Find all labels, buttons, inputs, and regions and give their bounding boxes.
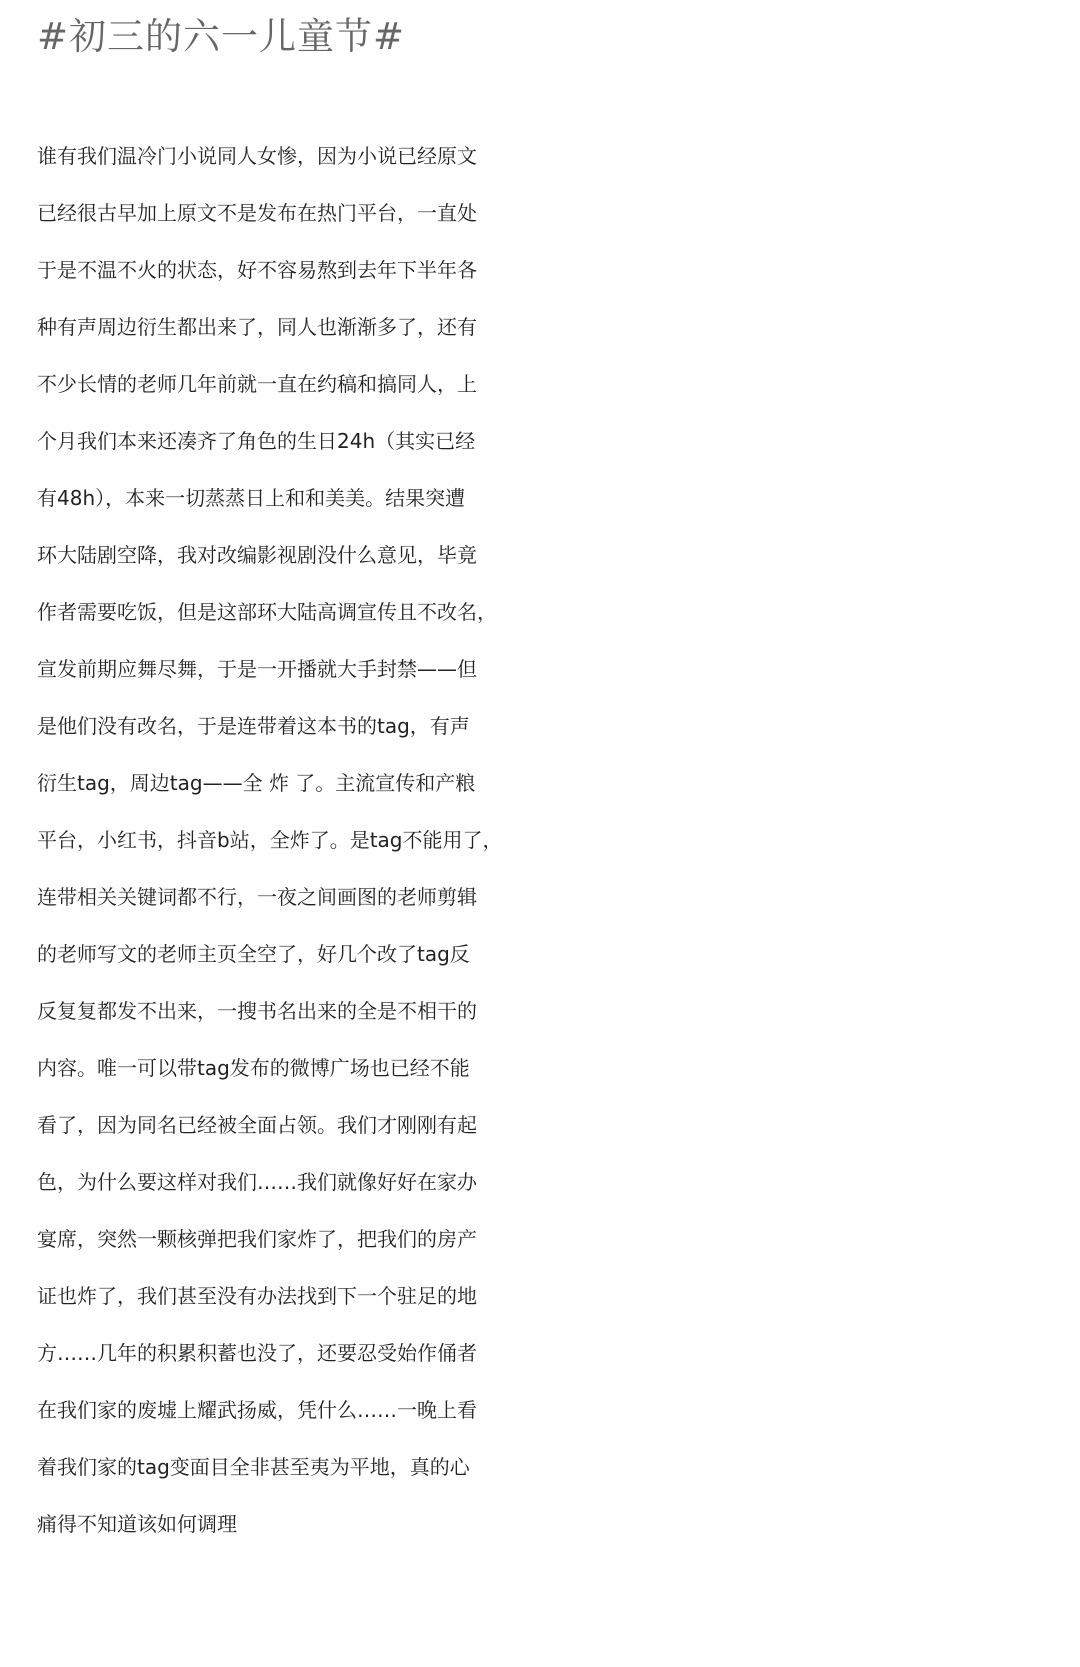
post-text-line: 于是不温不火的状态，好不容易熬到去年下半年各 <box>37 258 477 282</box>
topic-hashtag[interactable]: #初三的六一儿童节# <box>37 15 406 58</box>
post-text-line: 方……几年的积累积蓄也没了，还要忍受始作俑者 <box>37 1341 477 1365</box>
post-text-line: 环大陆剧空降，我对改编影视剧没什么意见，毕竟 <box>37 543 477 567</box>
post-text-line: 平台，小红书，抖音b站，全炸了。是tag不能用了， <box>37 828 503 852</box>
post-text-line: 内容。唯一可以带tag发布的微博广场也已经不能 <box>37 1056 470 1080</box>
post-text-line: 连带相关关键词都不行，一夜之间画图的老师剪辑 <box>37 885 477 909</box>
post-text-line: 宣发前期应舞尽舞，于是一开播就大手封禁——但 <box>37 657 477 681</box>
post-text-line: 宴席，突然一颗核弹把我们家炸了，把我们的房产 <box>37 1227 477 1251</box>
post-text-line: 个月我们本来还凑齐了角色的生日24h（其实已经 <box>37 429 476 453</box>
post-text-line: 不少长情的老师几年前就一直在约稿和搞同人，上 <box>37 372 477 396</box>
post-text-line: 在我们家的废墟上耀武扬威，凭什么……一晚上看 <box>37 1398 477 1422</box>
post-text-line: 证也炸了，我们甚至没有办法找到下一个驻足的地 <box>37 1284 477 1308</box>
post-text-line: 的老师写文的老师主页全空了，好几个改了tag反 <box>37 942 470 966</box>
post-text-line: 已经很古早加上原文不是发布在热门平台，一直处 <box>37 201 477 225</box>
post-text-line: 有48h），本来一切蒸蒸日上和和美美。结果突遭 <box>37 486 466 510</box>
post-text-line: 谁有我们温冷门小说同人女惨，因为小说已经原文 <box>37 144 477 168</box>
post-text-line: 痛得不知道该如何调理 <box>37 1512 237 1536</box>
post-text-line: 反复复都发不出来，一搜书名出来的全是不相干的 <box>37 999 477 1023</box>
post-text-line: 是他们没有改名，于是连带着这本书的tag，有声 <box>37 714 470 738</box>
post-text-line: 色，为什么要这样对我们……我们就像好好在家办 <box>37 1170 477 1194</box>
post-text-line: 衍生tag，周边tag——全 炸 了。主流宣传和产粮 <box>37 771 476 795</box>
post-body <box>37 128 1080 1553</box>
post-text-line: 作者需要吃饭，但是这部环大陆高调宣传且不改名， <box>37 600 497 624</box>
post-text-line: 种有声周边衍生都出来了，同人也渐渐多了，还有 <box>37 315 477 339</box>
post-text-line: 着我们家的tag变面目全非甚至夷为平地，真的心 <box>37 1455 470 1479</box>
post-text-line: 看了，因为同名已经被全面占领。我们才刚刚有起 <box>37 1113 477 1137</box>
